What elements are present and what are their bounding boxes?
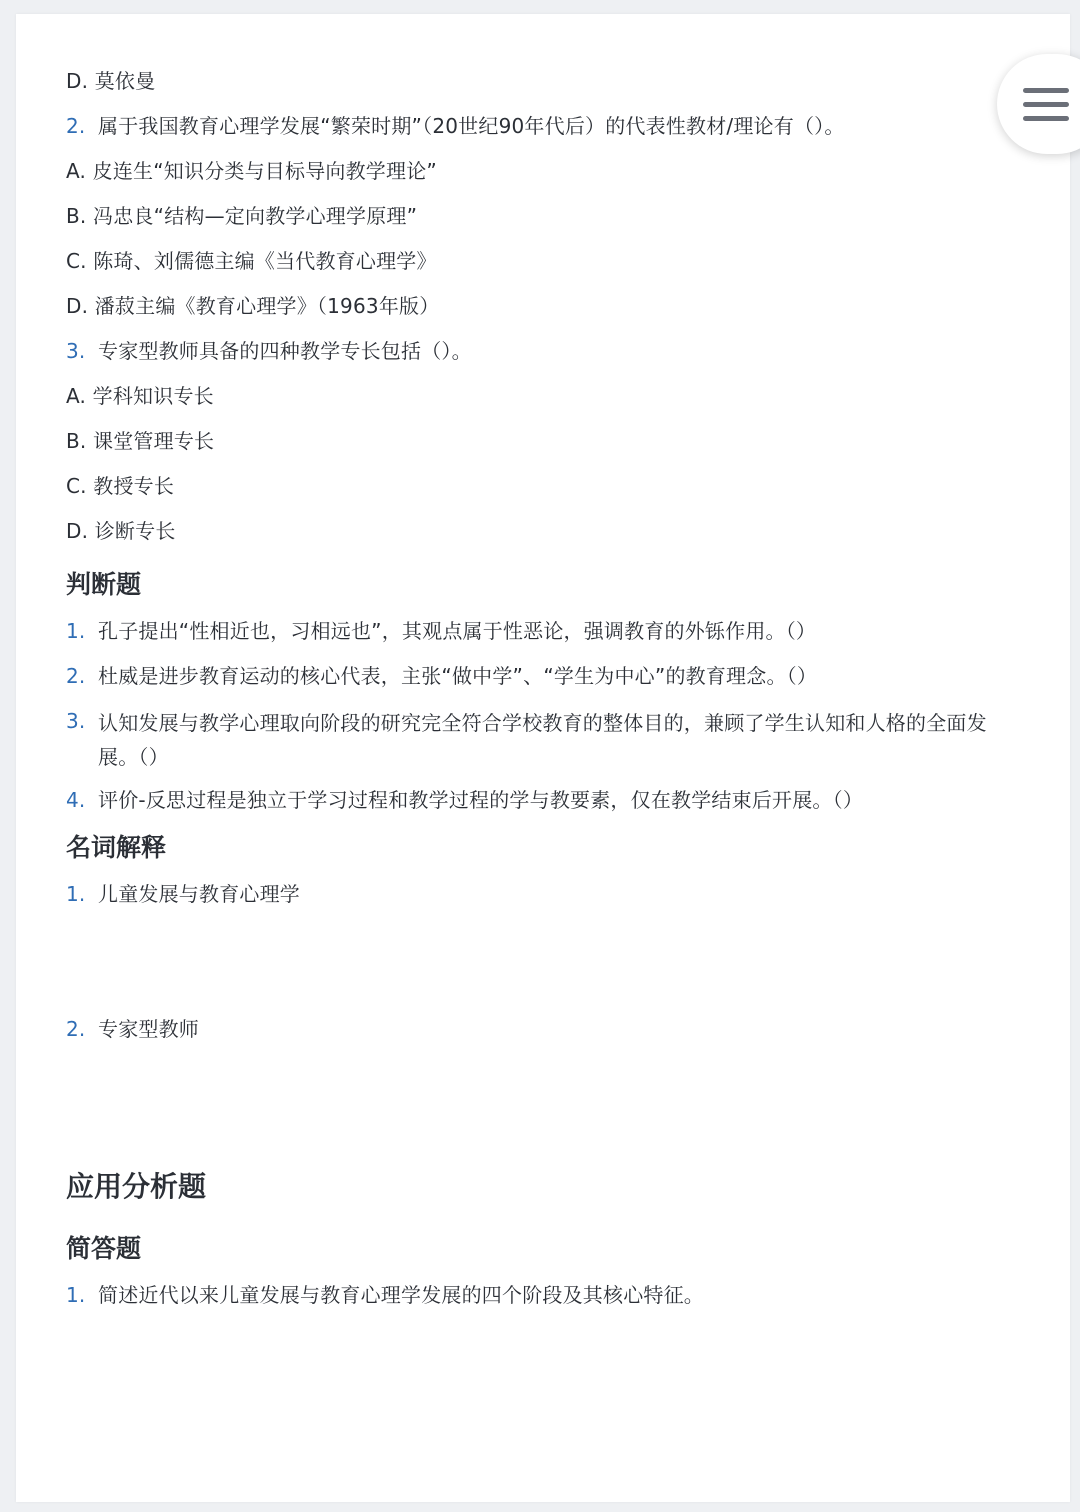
question-text: 属于我国教育心理学发展“繁荣时期”（20世纪90年代后）的代表性教材/理论有（）。 [98,114,845,138]
item-number: 3. [66,709,86,733]
option-q2-c: C. 陈琦、刘儒德主编《当代教育心理学》 [66,249,437,273]
option-q3-b: B. 课堂管理专长 [66,429,215,453]
item-number: 1. [66,882,86,906]
item-number: 2. [66,664,86,688]
option-q1-d: D. 莫依曼 [66,69,156,93]
option-q3-a: A. 学科知识专长 [66,384,214,408]
item-text: 认知发展与教学心理取向阶段的研究完全符合学校教育的整体目的，兼顾了学生认知和人格的全面发展。（） [98,711,987,769]
item-text: 儿童发展与教育心理学 [98,882,300,906]
question-number: 2. [66,114,86,138]
term-item-1 [66,879,1026,909]
item-text: 评价-反思过程是独立于学习过程和教学过程的学与教要素，仅在教学结束后开展。（） [98,788,864,812]
section-heading-terms: 名词解释 [66,833,167,862]
item-number: 1. [66,619,86,643]
short-answer-item-1 [66,1280,1026,1310]
question-number: 3. [66,339,86,363]
item-text: 杜威是进步教育运动的核心代表，主张“做中学”、“学生为中心”的教育理念。（） [98,664,818,688]
option-q3-d: D. 诊断专长 [66,519,176,543]
item-text: 简述近代以来儿童发展与教育心理学发展的四个阶段及其核心特征。 [98,1283,704,1307]
option-q2-a: A. 皮连生“知识分类与目标导向教学理论” [66,159,437,183]
tf-item-2 [66,661,1026,691]
term-item-2 [66,1014,1026,1044]
tf-item-1 [66,616,1026,646]
section-heading-application: 应用分析题 [66,1170,207,1203]
tf-item-3 [66,706,1026,774]
section-heading-true-false: 判断题 [66,570,142,599]
section-heading-short-answer: 简答题 [66,1234,142,1263]
document-page [16,14,1070,1502]
question-3 [66,336,1026,366]
question-text: 专家型教师具备的四种教学专长包括（）。 [98,339,472,363]
item-number: 2. [66,1017,86,1041]
item-number: 1. [66,1283,86,1307]
option-q2-d: D. 潘菽主编《教育心理学》（1963年版） [66,294,440,318]
tf-item-4 [66,785,1026,815]
question-2 [66,111,1026,141]
item-text: 专家型教师 [98,1017,199,1041]
item-number: 4. [66,788,86,812]
item-text: 孔子提出“性相近也，习相远也”，其观点属于性恶论，强调教育的外铄作用。（） [98,619,817,643]
option-q2-b: B. 冯忠良“结构—定向教学心理学原理” [66,204,418,228]
document-content [66,66,1026,1325]
option-q3-c: C. 教授专长 [66,474,175,498]
